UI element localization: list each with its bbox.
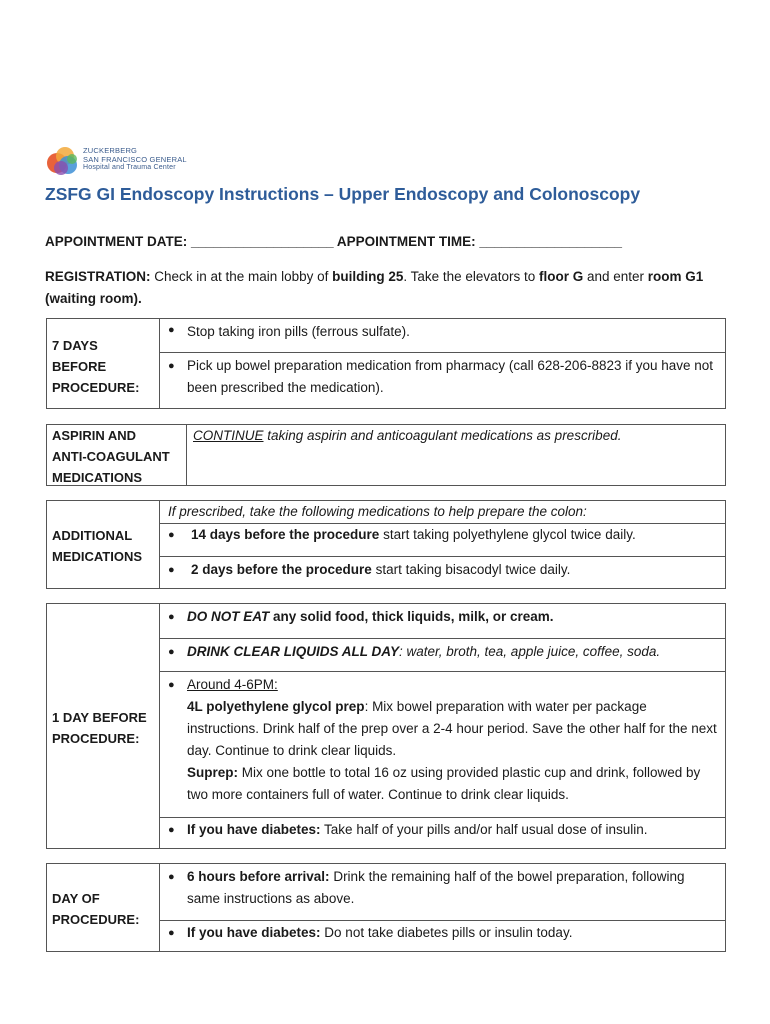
item-bold: Suprep: [187, 765, 239, 780]
logo-line-2: SAN FRANCISCO GENERAL [83, 154, 187, 164]
additional-label [47, 501, 160, 588]
label-line: PROCEDURE: [52, 380, 140, 395]
aspirin-text [187, 425, 725, 465]
label-line: DAY OF [52, 891, 100, 906]
label-line: BEFORE [52, 359, 107, 374]
logo-line-3: Hospital and Trauma Center [83, 164, 176, 171]
item-bold: DRINK CLEAR LIQUIDS ALL DAY [187, 644, 399, 659]
item-bold: If you have diabetes: [187, 822, 321, 837]
registration-paragraph [45, 266, 725, 310]
logo-mark-icon [45, 144, 81, 178]
item-bold: 2 days before the procedure [191, 562, 372, 577]
registration-label: REGISTRATION: [45, 269, 151, 284]
additional-medications-section [46, 500, 726, 589]
list-item [160, 523, 725, 556]
item-bold: 14 days before the procedure [191, 527, 380, 542]
registration-floor: floor G [538, 269, 584, 284]
day-of-label [47, 864, 160, 951]
bullet-icon: ● [168, 646, 175, 658]
registration-room: room G1 (waiting room). [45, 269, 704, 306]
label-line: MEDICATIONS [52, 549, 143, 564]
label-line: 7 DAYS [52, 338, 98, 353]
appointment-line: APPOINTMENT DATE: ___________________ APPOINTMENT TIME: ___________________ [45, 234, 623, 249]
registration-text-2: . Take the elevators to [403, 269, 539, 284]
additional-intro: If prescribed, take the following medications to help prepare the colon: [168, 504, 587, 519]
list-item [160, 556, 725, 588]
bullet-icon: ● [168, 529, 175, 541]
item-text [187, 674, 717, 806]
list-item [160, 864, 725, 920]
bullet-icon: ● [168, 324, 175, 336]
item-rest: Take half of your pills and/or half usual dose of insulin. [320, 822, 648, 837]
item-text: Pick up bowel preparation medication from pharmacy (call 628-206-8823 if you have not been prescribed the medication). [187, 358, 714, 395]
one-day-label [47, 604, 160, 848]
day-of-section [46, 863, 726, 952]
bullet-icon: ● [168, 871, 175, 883]
item-rest: : Mix bowel preparation with water per package instructions. Drink half of the prep over a 2-4 hour period. Save the other half for the next day. Continue to drink clear liquids. [187, 699, 717, 758]
list-item [160, 920, 725, 951]
list-item [160, 352, 725, 408]
hospital-logo [45, 144, 195, 178]
item-rest: Drink the remaining half of the bowel preparation, following same instructions as above. [187, 869, 685, 906]
list-item [160, 671, 725, 817]
one-day-before-section [46, 603, 726, 849]
bullet-icon: ● [168, 927, 175, 939]
item-text [187, 922, 717, 944]
label-line: 1 DAY BEFORE [52, 710, 147, 725]
item-text [191, 524, 717, 546]
bullet-icon: ● [168, 824, 175, 836]
list-item [160, 638, 725, 671]
seven-days-label [47, 319, 160, 408]
item-rest: Do not take diabetes pills or insulin today. [320, 925, 573, 940]
item-text [187, 641, 717, 663]
list-item [160, 604, 725, 638]
item-text [191, 559, 717, 581]
item-bold: 4L polyethylene glycol prep [187, 699, 365, 714]
suprep-instruction [187, 762, 717, 806]
page-title: ZSFG GI Endoscopy Instructions – Upper Endoscopy and Colonoscopy [45, 184, 641, 204]
registration-text-3: and enter [583, 269, 648, 284]
item-text [187, 866, 717, 910]
label-line: PROCEDURE: [52, 731, 140, 746]
label-line: ASPIRIN AND [52, 428, 137, 443]
bullet-icon: ● [168, 611, 175, 623]
seven-days-section [46, 318, 726, 409]
item-rest: Mix one bottle to total 16 oz using provided plastic cup and drink, followed by two more containers full of water. Continue to drink clear liquids. [187, 765, 701, 802]
item-bold: 6 hours before arrival: [187, 869, 330, 884]
item-bold: DO NOT EAT [187, 609, 270, 624]
item-bold: If you have diabetes: [187, 925, 321, 940]
item-rest: any solid food, thick liquids, milk, or cream. [269, 609, 554, 624]
item-rest: start taking polyethylene glycol twice daily. [379, 527, 636, 542]
label-line: MEDICATIONS [52, 470, 143, 485]
label-line: ANTI-COAGULANT [52, 449, 170, 464]
label-line: ADDITIONAL [52, 528, 133, 543]
item-text [187, 819, 717, 841]
bullet-icon: ● [168, 564, 175, 576]
time-window: Around 4-6PM: [187, 677, 278, 692]
peg-instruction [187, 696, 717, 762]
registration-text-1: Check in at the main lobby of [150, 269, 333, 284]
aspirin-section [46, 424, 726, 486]
aspirin-rest-text: taking aspirin and anticoagulant medications as prescribed. [263, 428, 622, 443]
bullet-icon: ● [168, 679, 175, 691]
label-line: PROCEDURE: [52, 912, 140, 927]
aspirin-label [47, 425, 187, 485]
list-item [160, 319, 725, 352]
bullet-icon: ● [168, 360, 175, 372]
item-text: Stop taking iron pills (ferrous sulfate). [187, 324, 410, 339]
logo-line-1: ZUCKERBERG [83, 146, 138, 155]
registration-building: building 25 [332, 269, 404, 284]
item-text [187, 606, 717, 628]
continue-emphasis: CONTINUE [193, 428, 264, 443]
item-rest: start taking bisacodyl twice daily. [371, 562, 571, 577]
item-rest: : water, broth, tea, apple juice, coffee, soda. [399, 644, 661, 659]
list-item [160, 817, 725, 848]
